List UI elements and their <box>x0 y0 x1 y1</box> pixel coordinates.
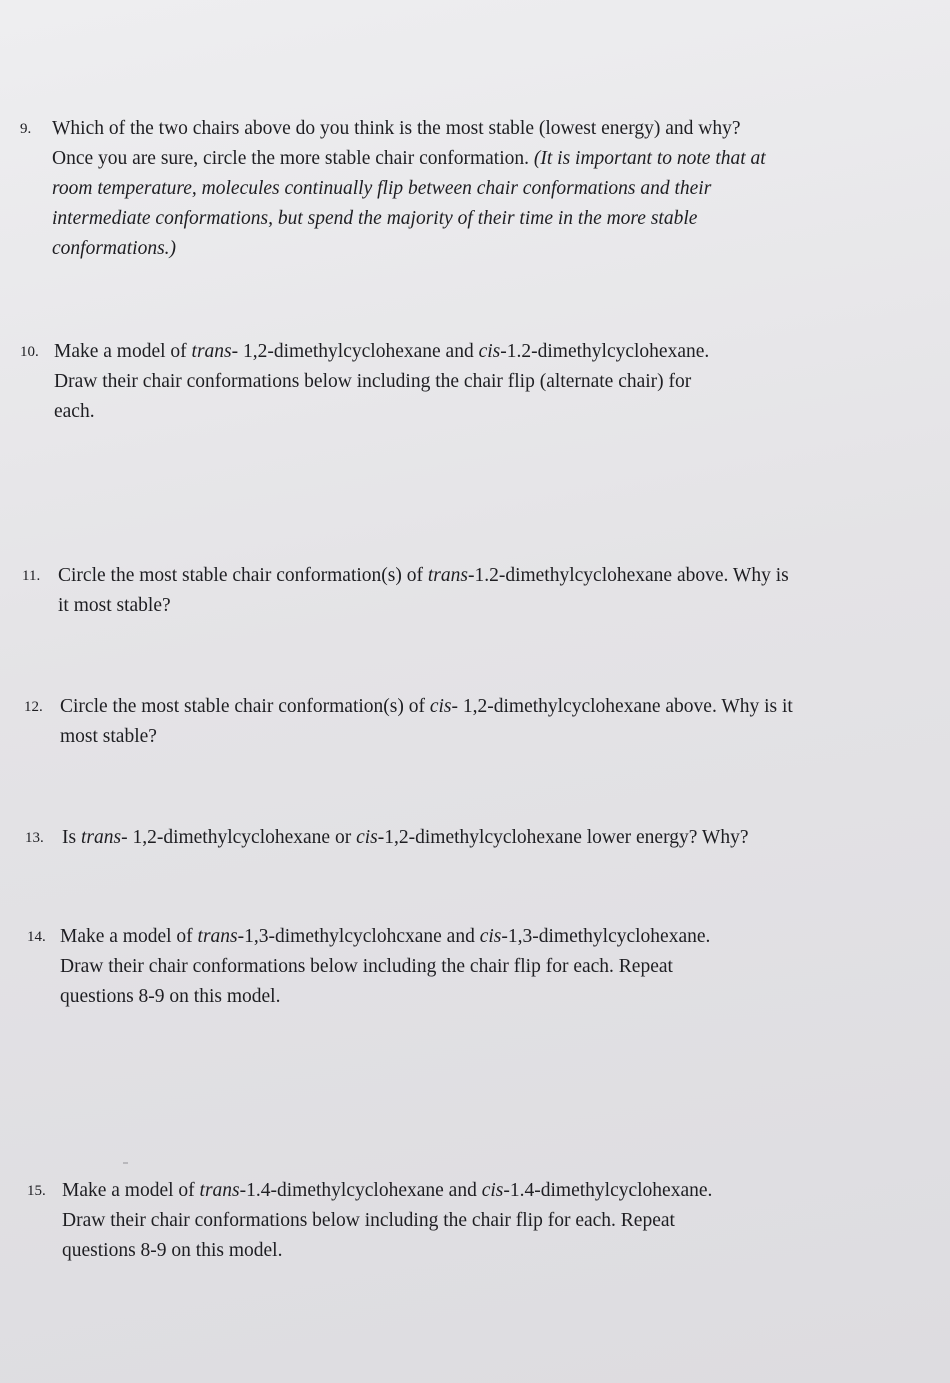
italic-text: trans <box>197 926 238 947</box>
question-9 <box>20 114 766 264</box>
question-number: 11. <box>22 568 41 584</box>
text-run: Draw their chair conformations below including the chair flip for each. Repeat <box>60 956 673 977</box>
text-run: Circle the most stable chair conformation(s) of <box>60 696 430 717</box>
text-run: Is <box>62 827 81 848</box>
text-run: -1,2-dimethylcyclohexane lower energy? Why? <box>377 827 749 848</box>
text-run: Draw their chair conformations below including the chair flip (alternate chair) for <box>54 371 692 392</box>
text-run: -1,3-dimethylcyclohcxane and <box>237 926 480 947</box>
text-line <box>60 922 710 952</box>
question-number: 14. <box>27 929 46 945</box>
question-number: 9. <box>20 121 32 137</box>
text-run: most stable? <box>60 726 157 747</box>
text-line <box>52 234 766 264</box>
text-line <box>54 367 709 397</box>
text-line <box>52 174 766 204</box>
question-14 <box>27 922 711 1012</box>
question-12 <box>24 692 793 752</box>
text-line <box>52 144 766 174</box>
text-run: - 1,2-dimethylcyclohexane and <box>231 341 479 362</box>
text-line <box>52 204 766 234</box>
italic-text: room temperature, molecules continually flip between chair conformations and their <box>52 178 712 199</box>
text-run: Which of the two chairs above do you think is the most stable (lowest energy) and why? <box>52 118 741 139</box>
question-text <box>54 337 709 427</box>
text-line <box>60 952 710 982</box>
italic-text: trans <box>80 827 122 848</box>
text-line <box>62 1206 712 1236</box>
text-run: - 1,2-dimethylcyclohexane above. Why is it <box>451 696 793 717</box>
text-line <box>58 591 789 621</box>
text-run: Circle the most stable chair conformation(s) of <box>58 565 428 586</box>
italic-text: cis <box>429 696 452 717</box>
text-run: it most stable? <box>58 595 171 616</box>
question-text <box>58 561 789 621</box>
question-number: 12. <box>24 699 43 715</box>
text-line <box>58 561 789 591</box>
text-line <box>60 722 793 752</box>
italic-text: conformations.) <box>52 238 177 259</box>
text-run: Make a model of <box>62 1180 200 1201</box>
question-text <box>60 692 793 752</box>
text-run: each. <box>54 401 95 422</box>
text-line <box>62 823 748 853</box>
text-line <box>60 982 710 1012</box>
italic-text: trans <box>199 1180 240 1201</box>
text-run: -1,3-dimethylcyclohexane. <box>501 926 711 947</box>
text-run: Make a model of <box>54 341 192 362</box>
question-10 <box>20 337 710 427</box>
question-13 <box>25 823 749 853</box>
text-run: -1.4-dimethylcyclohexane. <box>503 1180 713 1201</box>
question-number: 15. <box>27 1183 46 1199</box>
italic-text: intermediate conformations, but spend the majority of their time in the more stable <box>52 208 698 229</box>
italic-text: cis <box>481 1180 504 1201</box>
question-text <box>62 1176 712 1266</box>
text-run: Make a model of <box>60 926 198 947</box>
text-line <box>60 692 793 722</box>
text-run: -1.4-dimethylcyclohexane and <box>239 1180 482 1201</box>
italic-text: cis <box>356 827 378 848</box>
question-text <box>62 823 748 853</box>
text-run: questions 8-9 on this model. <box>62 1240 283 1261</box>
text-run: - 1,2-dimethylcyclohexane or <box>121 827 357 848</box>
text-line <box>52 114 766 144</box>
stray-pen-mark <box>123 1162 128 1164</box>
text-run: Once you are sure, circle the more stable chair conformation. <box>52 148 534 169</box>
italic-text: trans <box>191 341 232 362</box>
text-line <box>62 1176 712 1206</box>
text-run: Draw their chair conformations below including the chair flip for each. Repeat <box>62 1210 675 1231</box>
text-line <box>54 397 709 427</box>
text-line <box>62 1236 712 1266</box>
italic-text: (It is important to note that at <box>533 148 766 169</box>
text-run: -1.2-dimethylcyclohexane above. Why is <box>467 565 789 586</box>
question-text <box>60 922 710 1012</box>
text-line <box>54 337 709 367</box>
italic-text: trans <box>427 565 468 586</box>
question-text <box>52 114 766 264</box>
text-run: -1.2-dimethylcyclohexane. <box>500 341 710 362</box>
text-run: questions 8-9 on this model. <box>60 986 281 1007</box>
italic-text: cis <box>479 926 502 947</box>
question-number: 13. <box>25 830 44 846</box>
question-15 <box>27 1176 713 1266</box>
question-number: 10. <box>20 344 39 360</box>
italic-text: cis <box>478 341 501 362</box>
question-11 <box>22 561 789 621</box>
